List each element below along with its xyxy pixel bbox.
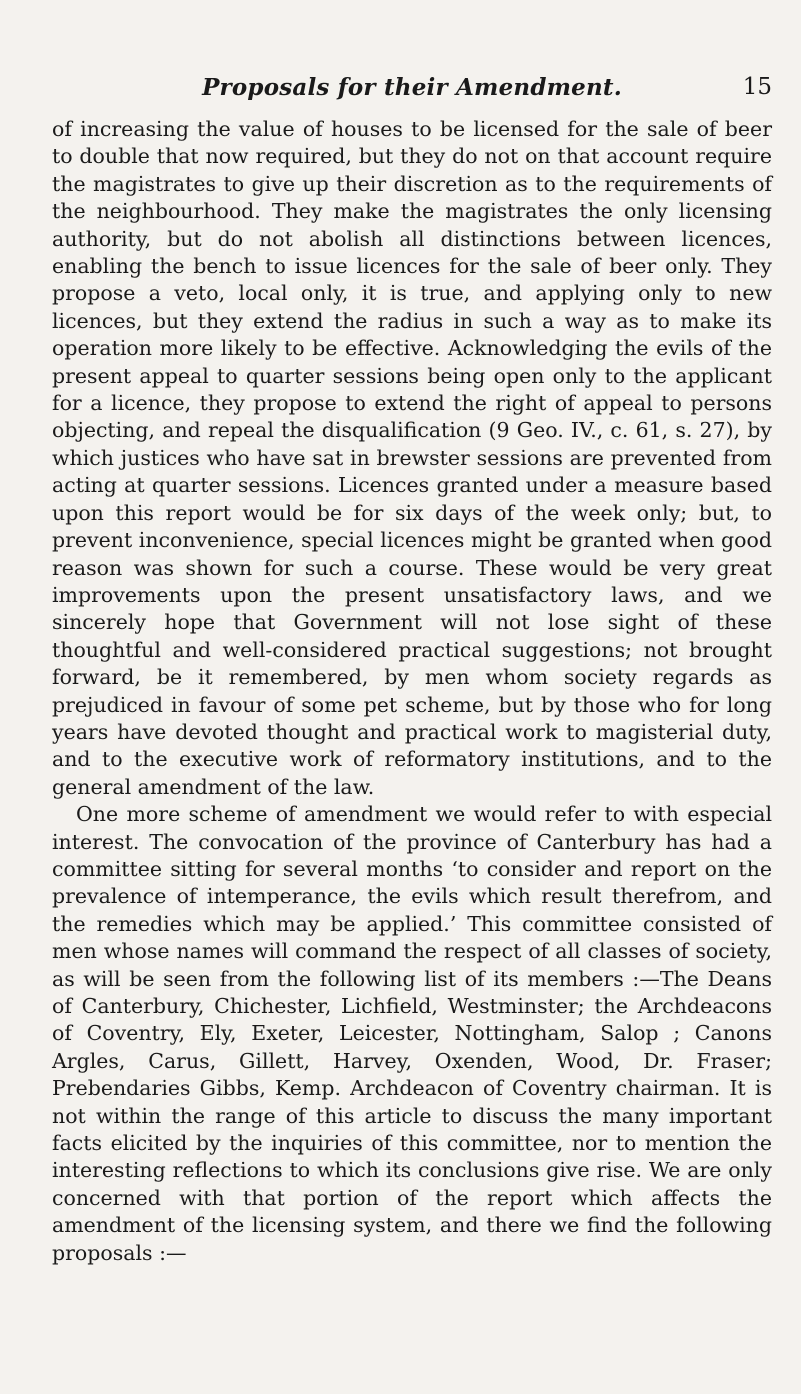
- body-text: [52, 116, 772, 1267]
- paragraph-continued: of increasing the value of houses to be licensed for the sale of beer to double that now required, but they do not on that account require the magistrates to give up their discretion as to the requirements of the neighbourhood. They make the magistrates the only licensing authority, but do not abolish all distinctions between licences, enabling the bench to issue licences for the sale of beer only. They propose a veto, local only, it is true, and applying only to new licences, but they extend the radius in such a way as to make its operation more likely to be effective. Acknowledging the evils of the present appeal to quarter sessions being open only to the applicant for a licence, they propose to extend the right of appeal to persons objecting, and repeal the disqualification (9 Geo. IV., c. 61, s. 27), by which justices who have sat in brewster sessions are prevented from acting at quarter sessions. Licences granted under a measure based upon this report would be for six days of the week only; but, to prevent inconvenience, special licences might be granted when good reason was shown for such a course. These would be very great improvements upon the present unsatisfactory laws, and we sincerely hope that Government will not lose sight of these thoughtful and well-considered practical suggestions; not brought forward, be it remembered, by men whom society regards as prejudiced in favour of some pet scheme, but by those who for long years have devoted thought and practical work to magisterial duty, and to the executive work of reformatory institutions, and to the general amendment of the law.: [52, 117, 772, 799]
- running-title: Proposals for their Amendment.: [202, 74, 622, 101]
- page-number: 15: [742, 74, 772, 100]
- running-head: [52, 74, 772, 110]
- paragraph-convocation: One more scheme of amendment we would refer to with especial interest. The convocation of the province of Canterbury has had a committee sitting for several months ‘to consider and report on the prevalence of intemperance, the evils which result therefrom, and the remedies which may be applied.’ This committee consisted of men whose names will command the respect of all classes of society, as will be seen from the following list of its members :—The Deans of Canterbury, Chichester, Lichfield, Westminster; the Archdeacons of Coventry, Ely, Exeter, Leicester, Nottingham, Salop ; Canons Argles, Carus, Gillett, Harvey, Oxenden, Wood, Dr. Fraser; Prebendaries Gibbs, Kemp. Archdeacon of Coventry chairman. It is not within the range of this article to discuss the many important facts elicited by the inquiries of this committee, nor to mention the interesting reflections to which its conclusions give rise. We are only concerned with that portion of the report which affects the amendment of the licensing system, and there we find the following proposals :—: [52, 802, 772, 1265]
